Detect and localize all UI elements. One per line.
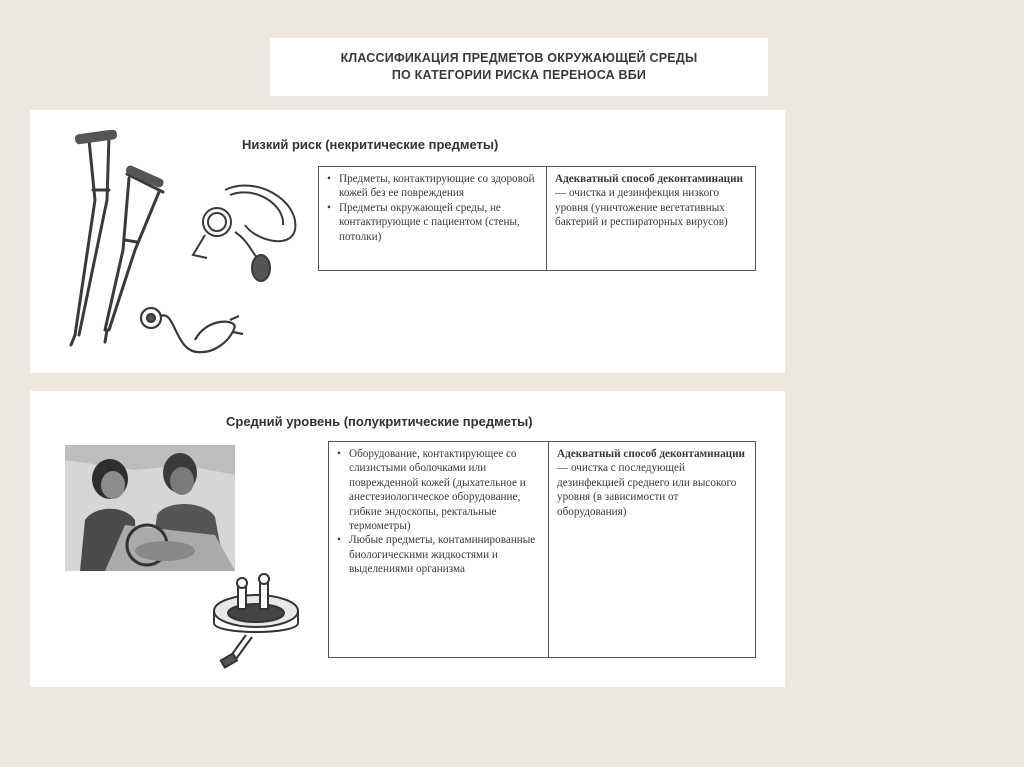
low-risk-heading: Низкий риск (некритические предметы) bbox=[242, 137, 499, 152]
blood-pressure-monitor-icon bbox=[185, 180, 305, 290]
low-risk-panel bbox=[30, 110, 785, 373]
mid-risk-method-text: — очистка с последующей дезинфекцией среднего или высокого уровня (в зависимости от оборудования) bbox=[557, 462, 737, 518]
title-card bbox=[270, 38, 768, 96]
stethoscope-icon bbox=[135, 290, 255, 370]
low-risk-item: • Предметы, контактирующие со здоровой кожей без ее повреждения bbox=[327, 172, 538, 201]
title-line-2: ПО КАТЕГОРИИ РИСКА ПЕРЕНОСА ВБИ bbox=[391, 68, 647, 82]
mid-risk-method bbox=[549, 442, 755, 657]
low-risk-method-title: Адекватный способ деконтаминации bbox=[555, 173, 744, 185]
low-risk-item: • Предметы окружающей среды, не контактирующие с пациентом (стены, потолки) bbox=[327, 201, 538, 244]
mid-risk-panel bbox=[30, 391, 785, 687]
mid-risk-item: • Любые предметы, контаминированные биологическими жидкостями и выделениями организма bbox=[337, 533, 540, 576]
low-risk-items bbox=[319, 167, 547, 270]
low-risk-table bbox=[318, 166, 756, 271]
mid-risk-method-title: Адекватный способ деконтаминации bbox=[557, 448, 746, 460]
mid-risk-table bbox=[328, 441, 756, 658]
equipment-connector-icon bbox=[208, 573, 303, 673]
medical-staff-photo bbox=[65, 445, 235, 571]
mid-risk-items bbox=[329, 442, 549, 657]
low-risk-method-text: — очистка и дезинфекция низкого уровня (уничтожение вегетативных бактерий и респираторных вирусов) bbox=[555, 187, 728, 229]
title-line-1: КЛАССИФИКАЦИЯ ПРЕДМЕТОВ ОКРУЖАЮЩЕЙ СРЕДЫ bbox=[340, 51, 698, 65]
low-risk-method bbox=[547, 167, 755, 270]
mid-risk-heading: Средний уровень (полукритические предметы) bbox=[226, 414, 533, 429]
mid-risk-item: • Оборудование, контактирующее со слизистыми оболочками или поврежденной кожей (дыхательное и анестезиологическое оборудование, гибкие эндоскопы, ректальные термометры) bbox=[337, 447, 540, 533]
